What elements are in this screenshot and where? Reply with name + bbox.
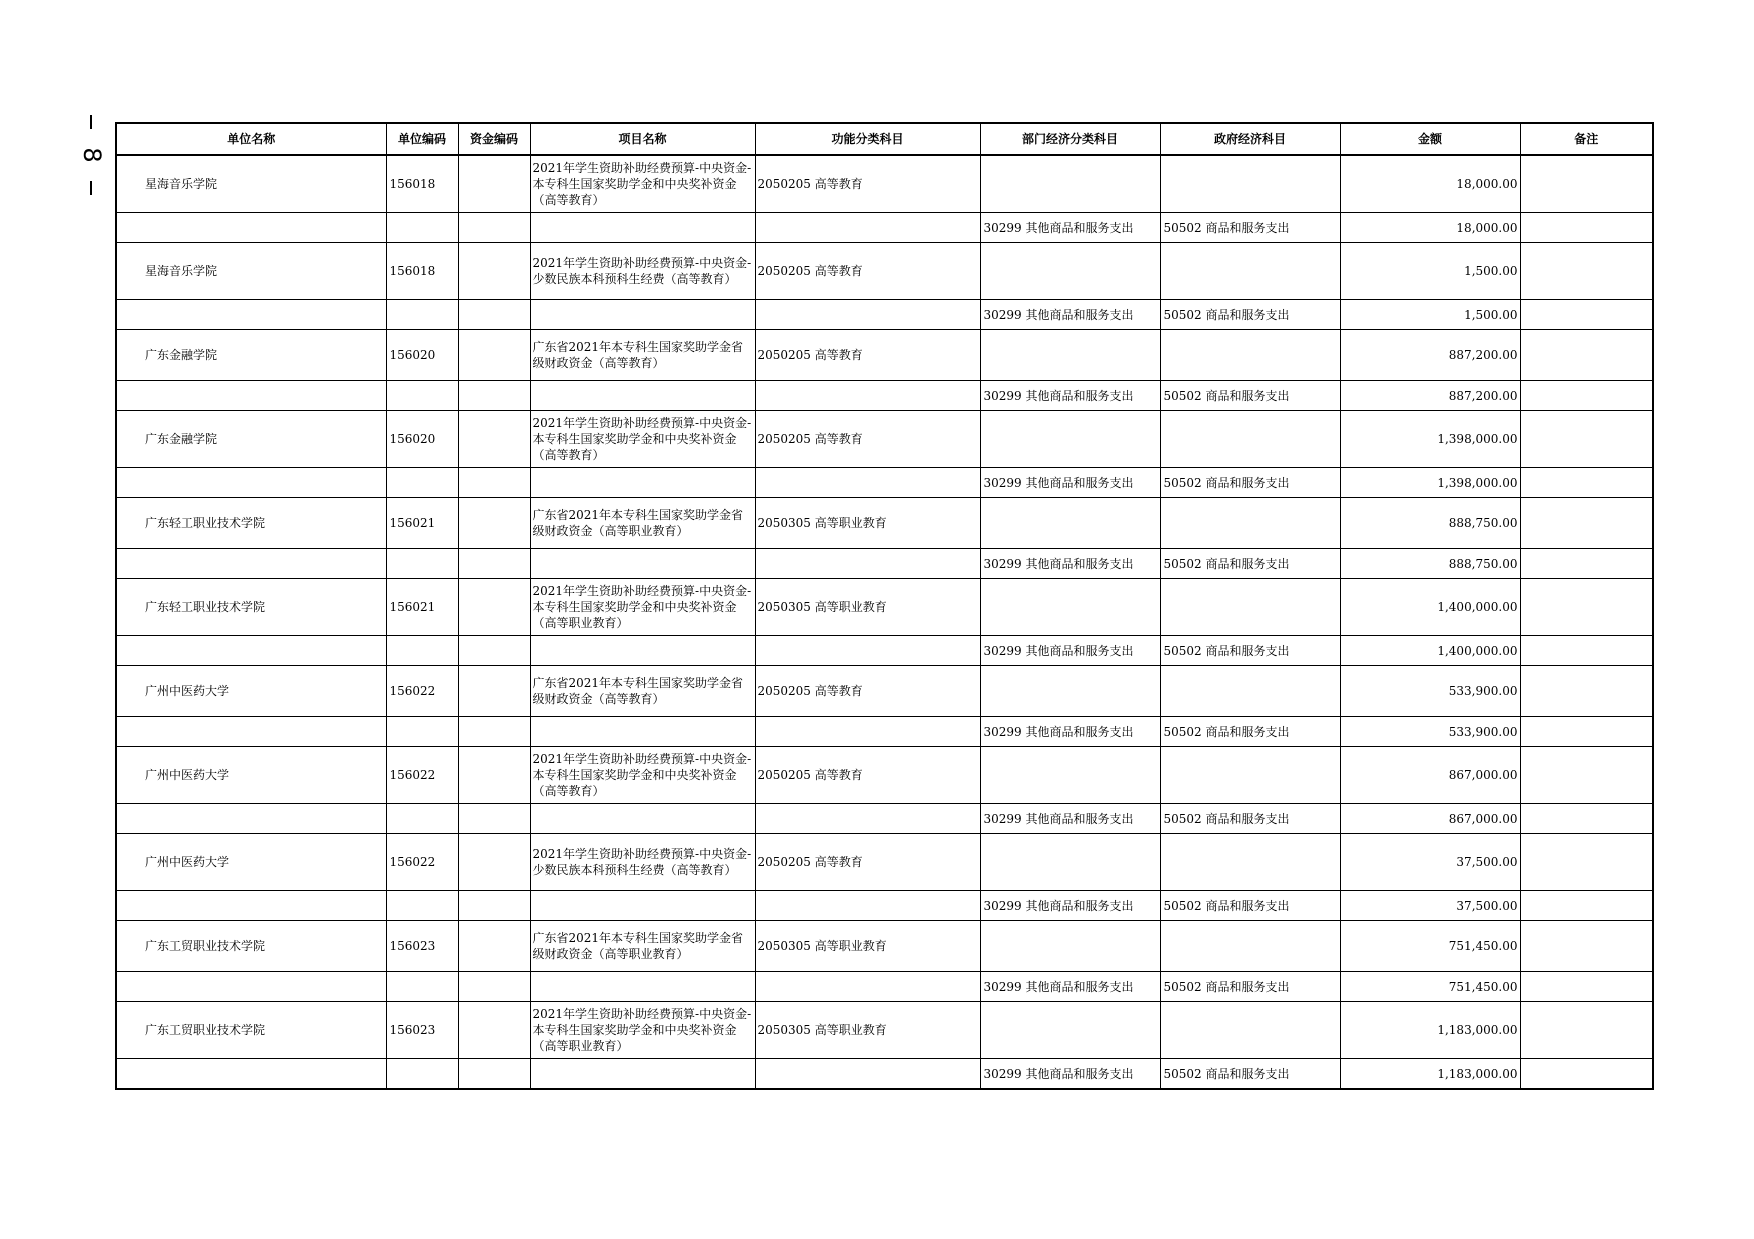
dept-economic-category-cell: 30299 其他商品和服务支出 xyxy=(980,891,1160,921)
fund-code-cell xyxy=(458,213,530,243)
gov-economic-category-cell xyxy=(1160,411,1340,468)
project-name-cell: 广东省2021年本专科生国家奖助学金省级财政资金（高等教育） xyxy=(530,666,755,717)
gov-economic-category-cell: 50502 商品和服务支出 xyxy=(1160,381,1340,411)
unit-code-cell: 156020 xyxy=(386,330,458,381)
project-name-cell xyxy=(530,468,755,498)
unit-code-cell xyxy=(386,804,458,834)
dept-economic-category-cell xyxy=(980,498,1160,549)
fund-code-cell xyxy=(458,498,530,549)
project-name-cell: 2021年学生资助补助经费预算-中央资金-本专科生国家奖助学金和中央奖补资金（高等教育） xyxy=(530,155,755,213)
table-row xyxy=(116,747,1653,804)
dept-economic-category-cell xyxy=(980,243,1160,300)
remarks-cell xyxy=(1520,747,1653,804)
remarks-cell xyxy=(1520,717,1653,747)
fund-code-cell xyxy=(458,300,530,330)
amount-cell: 533,900.00 xyxy=(1340,717,1520,747)
project-name-cell: 2021年学生资助补助经费预算-中央资金-本专科生国家奖助学金和中央奖补资金（高等职业教育） xyxy=(530,579,755,636)
fund-code-cell xyxy=(458,666,530,717)
table-row xyxy=(116,243,1653,300)
gov-economic-category-cell xyxy=(1160,666,1340,717)
unit-name-cell: 广东轻工职业技术学院 xyxy=(116,579,386,636)
unit-name-cell xyxy=(116,213,386,243)
fund-code-cell xyxy=(458,747,530,804)
unit-name-cell xyxy=(116,381,386,411)
dept-economic-category-cell: 30299 其他商品和服务支出 xyxy=(980,1059,1160,1090)
remarks-cell xyxy=(1520,921,1653,972)
table-row xyxy=(116,381,1653,411)
gov-economic-category-cell: 50502 商品和服务支出 xyxy=(1160,300,1340,330)
remarks-cell xyxy=(1520,1059,1653,1090)
project-name-cell xyxy=(530,213,755,243)
table-row xyxy=(116,804,1653,834)
amount-cell: 1,398,000.00 xyxy=(1340,411,1520,468)
unit-name-cell xyxy=(116,972,386,1002)
function-category-cell: 2050305 高等职业教育 xyxy=(755,579,980,636)
fund-code-cell xyxy=(458,155,530,213)
unit-name-cell xyxy=(116,468,386,498)
remarks-cell xyxy=(1520,834,1653,891)
remarks-cell xyxy=(1520,381,1653,411)
function-category-cell: 2050205 高等教育 xyxy=(755,747,980,804)
remarks-cell xyxy=(1520,549,1653,579)
dept-economic-category-cell xyxy=(980,921,1160,972)
table-row xyxy=(116,717,1653,747)
project-name-cell: 2021年学生资助补助经费预算-中央资金-本专科生国家奖助学金和中央奖补资金（高等职业教育） xyxy=(530,1002,755,1059)
unit-code-cell xyxy=(386,636,458,666)
dept-economic-category-cell: 30299 其他商品和服务支出 xyxy=(980,381,1160,411)
project-name-cell xyxy=(530,549,755,579)
project-name-cell: 2021年学生资助补助经费预算-中央资金-本专科生国家奖助学金和中央奖补资金（高等教育） xyxy=(530,747,755,804)
function-category-cell xyxy=(755,549,980,579)
table-row xyxy=(116,155,1653,213)
function-category-cell xyxy=(755,804,980,834)
fund-code-cell xyxy=(458,243,530,300)
fund-code-cell xyxy=(458,804,530,834)
table-row xyxy=(116,891,1653,921)
unit-code-cell xyxy=(386,549,458,579)
dept-economic-category-cell: 30299 其他商品和服务支出 xyxy=(980,636,1160,666)
remarks-cell xyxy=(1520,666,1653,717)
fund-code-cell xyxy=(458,717,530,747)
table-row xyxy=(116,1002,1653,1059)
gov-economic-category-cell xyxy=(1160,747,1340,804)
unit-name-cell xyxy=(116,1059,386,1090)
amount-cell: 751,450.00 xyxy=(1340,972,1520,1002)
fund-code-cell xyxy=(458,468,530,498)
unit-name-cell: 星海音乐学院 xyxy=(116,243,386,300)
dept-economic-category-cell xyxy=(980,411,1160,468)
unit-name-cell: 广州中医药大学 xyxy=(116,747,386,804)
gov-economic-category-cell: 50502 商品和服务支出 xyxy=(1160,213,1340,243)
header-remarks: 备注 xyxy=(1520,123,1653,155)
amount-cell: 18,000.00 xyxy=(1340,155,1520,213)
project-name-cell: 广东省2021年本专科生国家奖助学金省级财政资金（高等教育） xyxy=(530,330,755,381)
header-fund-code: 资金编码 xyxy=(458,123,530,155)
project-name-cell: 2021年学生资助补助经费预算-中央资金-本专科生国家奖助学金和中央奖补资金（高等教育） xyxy=(530,411,755,468)
function-category-cell xyxy=(755,381,980,411)
table-row xyxy=(116,498,1653,549)
unit-code-cell xyxy=(386,300,458,330)
unit-code-cell: 156022 xyxy=(386,834,458,891)
dept-economic-category-cell xyxy=(980,1002,1160,1059)
project-name-cell xyxy=(530,891,755,921)
project-name-cell: 2021年学生资助补助经费预算-中央资金-少数民族本科预科生经费（高等教育） xyxy=(530,243,755,300)
gov-economic-category-cell: 50502 商品和服务支出 xyxy=(1160,717,1340,747)
function-category-cell: 2050305 高等职业教育 xyxy=(755,498,980,549)
fund-code-cell xyxy=(458,381,530,411)
table-row xyxy=(116,636,1653,666)
function-category-cell: 2050205 高等教育 xyxy=(755,834,980,891)
amount-cell: 1,183,000.00 xyxy=(1340,1002,1520,1059)
gov-economic-category-cell xyxy=(1160,1002,1340,1059)
fund-code-cell xyxy=(458,330,530,381)
remarks-cell xyxy=(1520,330,1653,381)
amount-cell: 1,183,000.00 xyxy=(1340,1059,1520,1090)
page-number-text: 8 xyxy=(78,147,106,163)
table-row xyxy=(116,834,1653,891)
amount-cell: 867,000.00 xyxy=(1340,804,1520,834)
project-name-cell: 广东省2021年本专科生国家奖助学金省级财政资金（高等职业教育） xyxy=(530,498,755,549)
fund-code-cell xyxy=(458,921,530,972)
unit-code-cell: 156021 xyxy=(386,579,458,636)
function-category-cell xyxy=(755,468,980,498)
header-project-name: 项目名称 xyxy=(530,123,755,155)
unit-code-cell: 156023 xyxy=(386,921,458,972)
unit-name-cell: 广州中医药大学 xyxy=(116,834,386,891)
table-row xyxy=(116,666,1653,717)
function-category-cell xyxy=(755,636,980,666)
unit-code-cell: 156021 xyxy=(386,498,458,549)
function-category-cell: 2050305 高等职业教育 xyxy=(755,921,980,972)
dept-economic-category-cell xyxy=(980,666,1160,717)
header-dept-economic-category: 部门经济分类科目 xyxy=(980,123,1160,155)
amount-cell: 867,000.00 xyxy=(1340,747,1520,804)
project-name-cell xyxy=(530,381,755,411)
unit-name-cell xyxy=(116,636,386,666)
project-name-cell xyxy=(530,717,755,747)
unit-code-cell xyxy=(386,468,458,498)
dept-economic-category-cell: 30299 其他商品和服务支出 xyxy=(980,468,1160,498)
unit-code-cell: 156020 xyxy=(386,411,458,468)
project-name-cell: 广东省2021年本专科生国家奖助学金省级财政资金（高等职业教育） xyxy=(530,921,755,972)
gov-economic-category-cell: 50502 商品和服务支出 xyxy=(1160,891,1340,921)
remarks-cell xyxy=(1520,243,1653,300)
project-name-cell: 2021年学生资助补助经费预算-中央资金-少数民族本科预科生经费（高等教育） xyxy=(530,834,755,891)
amount-cell: 887,200.00 xyxy=(1340,381,1520,411)
header-unit-code: 单位编码 xyxy=(386,123,458,155)
unit-name-cell xyxy=(116,717,386,747)
amount-cell: 37,500.00 xyxy=(1340,834,1520,891)
unit-code-cell: 156018 xyxy=(386,243,458,300)
remarks-cell xyxy=(1520,213,1653,243)
amount-cell: 1,398,000.00 xyxy=(1340,468,1520,498)
gov-economic-category-cell: 50502 商品和服务支出 xyxy=(1160,468,1340,498)
project-name-cell xyxy=(530,300,755,330)
dept-economic-category-cell xyxy=(980,155,1160,213)
function-category-cell: 2050305 高等职业教育 xyxy=(755,1002,980,1059)
remarks-cell xyxy=(1520,579,1653,636)
header-gov-economic-category: 政府经济科目 xyxy=(1160,123,1340,155)
amount-cell: 1,500.00 xyxy=(1340,243,1520,300)
table-row xyxy=(116,300,1653,330)
table-row xyxy=(116,1059,1653,1090)
dept-economic-category-cell xyxy=(980,579,1160,636)
amount-cell: 533,900.00 xyxy=(1340,666,1520,717)
function-category-cell xyxy=(755,213,980,243)
table-row xyxy=(116,549,1653,579)
dept-economic-category-cell xyxy=(980,330,1160,381)
page-number xyxy=(78,115,106,201)
remarks-cell xyxy=(1520,468,1653,498)
amount-cell: 1,500.00 xyxy=(1340,300,1520,330)
amount-cell: 1,400,000.00 xyxy=(1340,636,1520,666)
amount-cell: 888,750.00 xyxy=(1340,549,1520,579)
unit-code-cell: 156022 xyxy=(386,747,458,804)
amount-cell: 1,400,000.00 xyxy=(1340,579,1520,636)
gov-economic-category-cell: 50502 商品和服务支出 xyxy=(1160,636,1340,666)
gov-economic-category-cell xyxy=(1160,834,1340,891)
function-category-cell xyxy=(755,1059,980,1090)
amount-cell: 37,500.00 xyxy=(1340,891,1520,921)
fund-code-cell xyxy=(458,579,530,636)
gov-economic-category-cell xyxy=(1160,155,1340,213)
header-amount: 金额 xyxy=(1340,123,1520,155)
table-row xyxy=(116,330,1653,381)
gov-economic-category-cell xyxy=(1160,498,1340,549)
function-category-cell: 2050205 高等教育 xyxy=(755,330,980,381)
remarks-cell xyxy=(1520,891,1653,921)
project-name-cell xyxy=(530,972,755,1002)
remarks-cell xyxy=(1520,804,1653,834)
unit-code-cell xyxy=(386,1059,458,1090)
unit-name-cell xyxy=(116,300,386,330)
remarks-cell xyxy=(1520,155,1653,213)
unit-code-cell: 156022 xyxy=(386,666,458,717)
unit-name-cell: 广东轻工职业技术学院 xyxy=(116,498,386,549)
fund-code-cell xyxy=(458,1059,530,1090)
fund-code-cell xyxy=(458,834,530,891)
amount-cell: 887,200.00 xyxy=(1340,330,1520,381)
table-row xyxy=(116,213,1653,243)
page-number-bar-bottom xyxy=(90,181,92,195)
unit-name-cell: 广东金融学院 xyxy=(116,411,386,468)
project-name-cell xyxy=(530,1059,755,1090)
unit-code-cell xyxy=(386,381,458,411)
unit-code-cell xyxy=(386,891,458,921)
unit-name-cell: 星海音乐学院 xyxy=(116,155,386,213)
unit-code-cell xyxy=(386,717,458,747)
table-header-row xyxy=(116,123,1653,155)
dept-economic-category-cell: 30299 其他商品和服务支出 xyxy=(980,972,1160,1002)
fund-code-cell xyxy=(458,549,530,579)
gov-economic-category-cell: 50502 商品和服务支出 xyxy=(1160,549,1340,579)
function-category-cell xyxy=(755,972,980,1002)
function-category-cell: 2050205 高等教育 xyxy=(755,243,980,300)
unit-code-cell: 156018 xyxy=(386,155,458,213)
amount-cell: 18,000.00 xyxy=(1340,213,1520,243)
function-category-cell xyxy=(755,717,980,747)
gov-economic-category-cell xyxy=(1160,330,1340,381)
header-function-category: 功能分类科目 xyxy=(755,123,980,155)
project-name-cell xyxy=(530,636,755,666)
remarks-cell xyxy=(1520,1002,1653,1059)
remarks-cell xyxy=(1520,636,1653,666)
project-name-cell xyxy=(530,804,755,834)
unit-name-cell: 广州中医药大学 xyxy=(116,666,386,717)
remarks-cell xyxy=(1520,411,1653,468)
gov-economic-category-cell: 50502 商品和服务支出 xyxy=(1160,972,1340,1002)
gov-economic-category-cell: 50502 商品和服务支出 xyxy=(1160,1059,1340,1090)
dept-economic-category-cell: 30299 其他商品和服务支出 xyxy=(980,717,1160,747)
unit-name-cell xyxy=(116,891,386,921)
table-row xyxy=(116,411,1653,468)
function-category-cell: 2050205 高等教育 xyxy=(755,155,980,213)
unit-name-cell: 广东工贸职业技术学院 xyxy=(116,1002,386,1059)
gov-economic-category-cell xyxy=(1160,579,1340,636)
table-row xyxy=(116,579,1653,636)
amount-cell: 751,450.00 xyxy=(1340,921,1520,972)
function-category-cell xyxy=(755,300,980,330)
fund-code-cell xyxy=(458,636,530,666)
dept-economic-category-cell xyxy=(980,834,1160,891)
table-row xyxy=(116,468,1653,498)
remarks-cell xyxy=(1520,498,1653,549)
gov-economic-category-cell xyxy=(1160,243,1340,300)
dept-economic-category-cell: 30299 其他商品和服务支出 xyxy=(980,300,1160,330)
budget-table xyxy=(115,122,1654,1090)
page-number-bar-top xyxy=(90,115,92,129)
unit-code-cell xyxy=(386,972,458,1002)
unit-name-cell: 广东工贸职业技术学院 xyxy=(116,921,386,972)
gov-economic-category-cell: 50502 商品和服务支出 xyxy=(1160,804,1340,834)
table-body xyxy=(116,155,1653,1089)
fund-code-cell xyxy=(458,411,530,468)
table-row xyxy=(116,921,1653,972)
header-unit-name: 单位名称 xyxy=(116,123,386,155)
unit-name-cell: 广东金融学院 xyxy=(116,330,386,381)
unit-code-cell: 156023 xyxy=(386,1002,458,1059)
table-row xyxy=(116,972,1653,1002)
fund-code-cell xyxy=(458,1002,530,1059)
fund-code-cell xyxy=(458,891,530,921)
dept-economic-category-cell: 30299 其他商品和服务支出 xyxy=(980,213,1160,243)
amount-cell: 888,750.00 xyxy=(1340,498,1520,549)
gov-economic-category-cell xyxy=(1160,921,1340,972)
dept-economic-category-cell: 30299 其他商品和服务支出 xyxy=(980,549,1160,579)
remarks-cell xyxy=(1520,300,1653,330)
unit-name-cell xyxy=(116,804,386,834)
unit-name-cell xyxy=(116,549,386,579)
dept-economic-category-cell xyxy=(980,747,1160,804)
unit-code-cell xyxy=(386,213,458,243)
fund-code-cell xyxy=(458,972,530,1002)
remarks-cell xyxy=(1520,972,1653,1002)
function-category-cell: 2050205 高等教育 xyxy=(755,666,980,717)
dept-economic-category-cell: 30299 其他商品和服务支出 xyxy=(980,804,1160,834)
function-category-cell: 2050205 高等教育 xyxy=(755,411,980,468)
function-category-cell xyxy=(755,891,980,921)
